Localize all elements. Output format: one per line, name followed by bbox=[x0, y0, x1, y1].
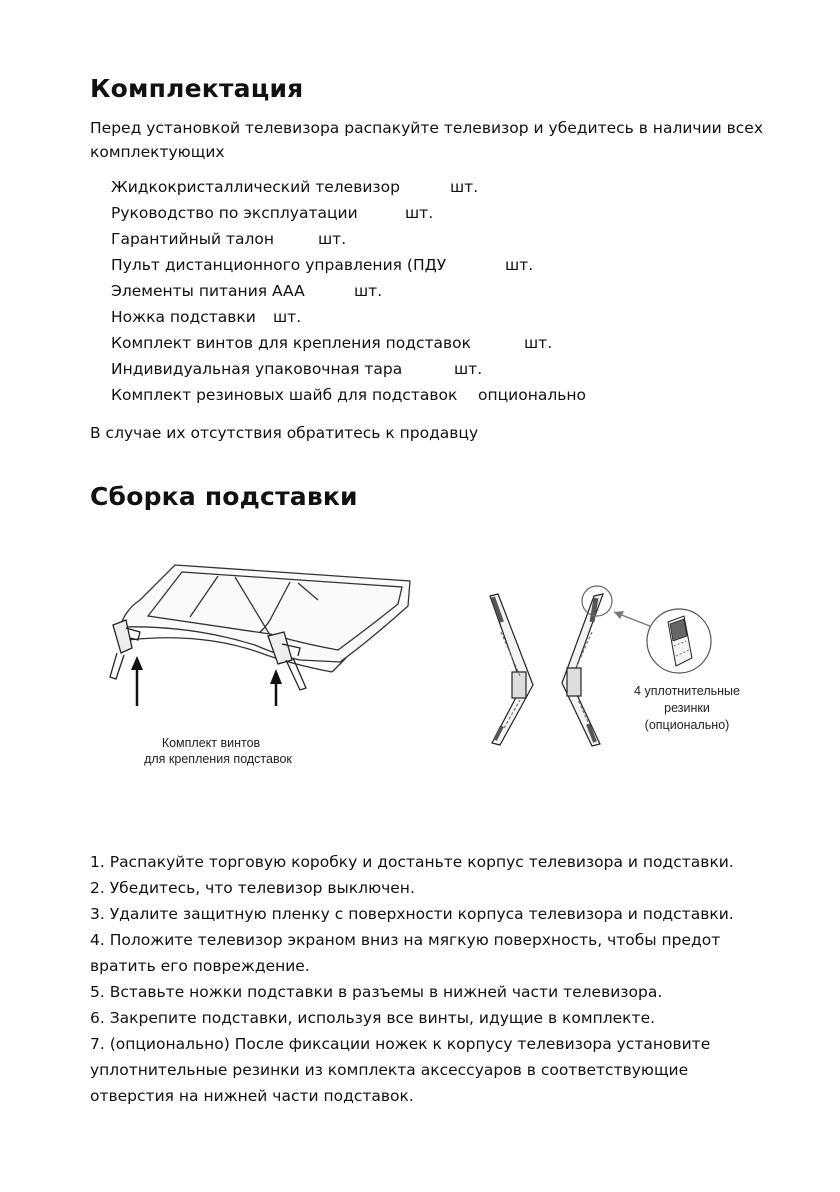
assembly-steps bbox=[90, 849, 760, 1109]
arrow-icon bbox=[131, 656, 282, 706]
step-item: 4. Положите телевизор экраном вниз на мягкую поверхность, чтобы предот вратить его повреждение. bbox=[90, 931, 721, 975]
item-label: Руководство по эксплуатации bbox=[111, 204, 358, 222]
item-quantity: шт. bbox=[318, 230, 347, 248]
step-item: 1. Распакуйте торговую коробку и достаньте корпус телевизора и подставки. bbox=[90, 853, 734, 871]
stand-leg-rear-view bbox=[562, 594, 603, 746]
step-item: 2. Убедитесь, что телевизор выключен. bbox=[90, 879, 415, 897]
stand-leg-left bbox=[110, 620, 140, 679]
item-label: Комплект винтов для крепления подставок bbox=[111, 334, 472, 352]
step-item: 7. (опционально) После фиксации ножек к корпусу телевизора установите уплотнительные резинки из комплекта аксессуаров в соответствующие отверстия на нижней части подставок. bbox=[90, 1035, 711, 1105]
item-quantity: шт. bbox=[505, 256, 534, 274]
screws-caption-line2: для крепления подставок bbox=[144, 752, 292, 766]
item-quantity: шт. bbox=[524, 334, 553, 352]
stand-leg-front-view bbox=[490, 594, 533, 745]
tv-back-illustration bbox=[120, 565, 410, 672]
item-quantity: шт. bbox=[405, 204, 434, 222]
item-quantity: шт. bbox=[354, 282, 383, 300]
intro-paragraph: Перед установкой телевизора распакуйте телевизор и убедитесь в наличии всех комплектующих bbox=[90, 119, 764, 161]
rubber-caption-line3: (опционально) bbox=[644, 718, 730, 732]
rubber-detail-zoom bbox=[647, 609, 711, 673]
step-item: 5. Вставьте ножки подставки в разъемы в нижней части телевизора. bbox=[90, 983, 663, 1001]
item-label: Ножка подставки bbox=[111, 308, 256, 326]
item-quantity: шт. bbox=[273, 308, 302, 326]
missing-items-note: В случае их отсутствия обратитесь к продавцу bbox=[90, 424, 479, 442]
screws-caption-line1: Комплект винтов bbox=[161, 736, 261, 750]
step-item: 3. Удалите защитную пленку с поверхности корпуса телевизора и подставки. bbox=[90, 905, 734, 923]
section-title-assembly: Сборка подставки bbox=[90, 482, 358, 511]
step-item: 6. Закрепите подставки, используя все винты, идущие в комплекте. bbox=[90, 1009, 656, 1027]
item-label: Жидкокристаллический телевизор bbox=[111, 178, 400, 196]
section-title-contents: Комплектация bbox=[90, 74, 304, 103]
item-quantity: шт. bbox=[450, 178, 479, 196]
item-quantity: опционально bbox=[478, 386, 587, 404]
item-label: Элементы питания AAA bbox=[111, 282, 305, 300]
item-quantity: шт. bbox=[454, 360, 483, 378]
rubber-caption-line2: резинки bbox=[664, 701, 710, 715]
item-label: Пульт дистанционного управления (ПДУ bbox=[111, 256, 447, 274]
item-label: Комплект резиновых шайб для подставок bbox=[111, 386, 458, 404]
pointer-arrow-icon bbox=[614, 611, 655, 628]
rubber-caption-line1: 4 уплотнительные bbox=[634, 684, 740, 698]
item-label: Гарантийный талон bbox=[111, 230, 275, 248]
item-label: Индивидуальная упаковочная тара bbox=[111, 360, 403, 378]
